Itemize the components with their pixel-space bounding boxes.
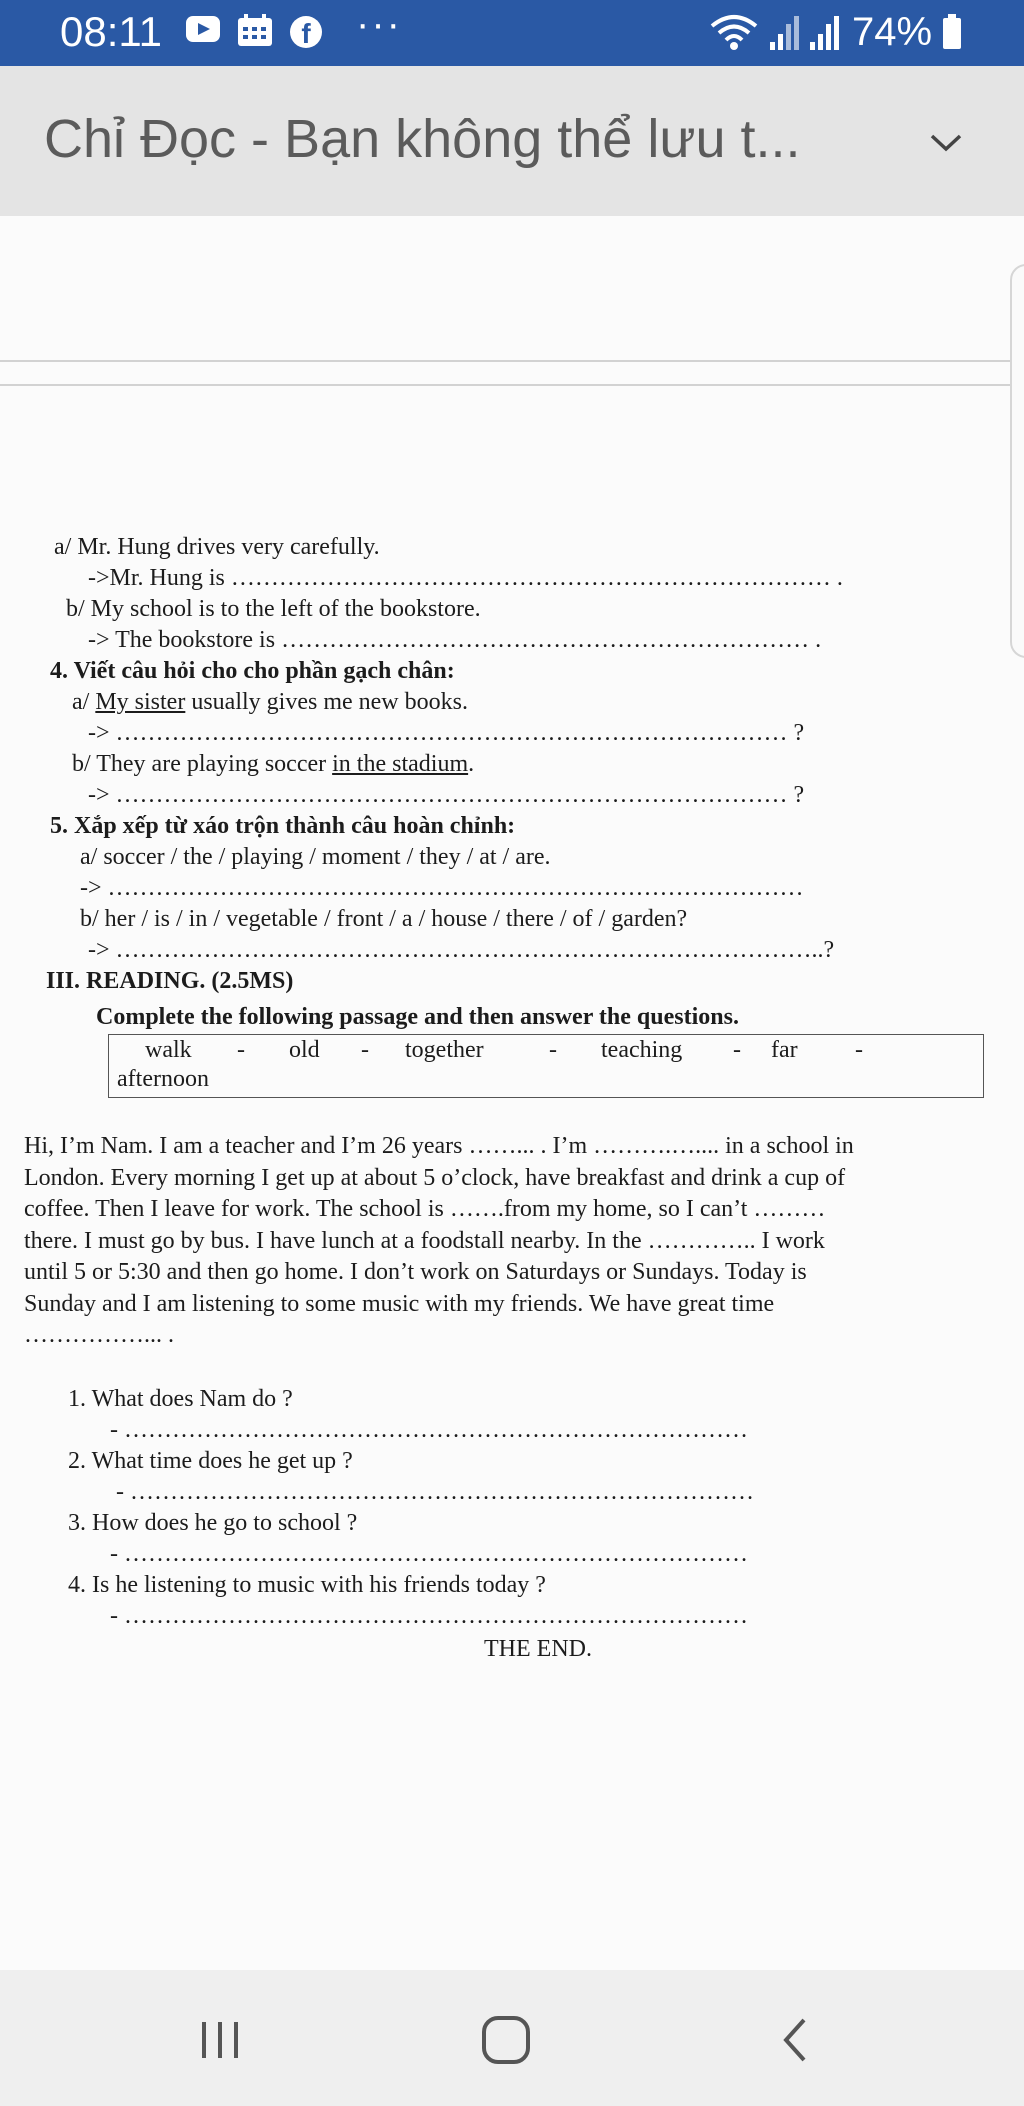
page-divider — [0, 360, 1010, 362]
passage-line: Sunday and I am listening to some music with my friends. We have great time — [24, 1290, 775, 1317]
battery-icon — [942, 14, 962, 50]
doc-line: a/ Mr. Hung drives very carefully. — [54, 534, 380, 560]
doc-line: ->Mr. Hung is ………………………………………………………………… . — [88, 565, 843, 591]
doc-line: b/ her / is / in / vegetable / front / a / house / there / of / garden? — [80, 906, 688, 932]
word-bank-separator: - — [237, 1037, 245, 1063]
passage-line: coffee. Then I leave for work. The school is …….from my home, so I can’t ……… — [24, 1196, 826, 1222]
passage-line: ……………... . — [24, 1322, 174, 1348]
back-icon[interactable] — [766, 2012, 826, 2068]
word-bank-separator: - — [549, 1037, 557, 1063]
answer-line: - …………………………………………………………………… — [110, 1603, 748, 1629]
word-bank-separator: - — [733, 1037, 741, 1063]
word-bank-separator: - — [855, 1037, 863, 1063]
question: 4. Is he listening to music with his friends today ? — [68, 1572, 546, 1598]
status-time: 08:11 — [60, 8, 162, 55]
app-bar — [0, 66, 1024, 216]
doc-line: -> The bookstore is ………………………………………………………… . — [88, 627, 822, 653]
facebook-icon: f — [290, 16, 322, 48]
battery-percent: 74% — [852, 10, 933, 54]
more-notifications-icon: ··· — [356, 2, 402, 46]
doc-line: a/ soccer / the / playing / moment / they / at / are. — [80, 844, 551, 870]
section-heading-4: 4. Viết câu hỏi cho cho phần gạch chân: — [50, 658, 455, 684]
answer-line: -> ……………………………………………………………………………..? — [88, 937, 835, 963]
word-bank — [108, 1034, 984, 1098]
word-bank-item: old — [289, 1037, 320, 1063]
home-icon[interactable] — [476, 2012, 536, 2068]
calendar-icon — [236, 14, 274, 48]
video-notification-icon — [186, 16, 220, 42]
page-divider — [0, 384, 1010, 386]
reading-passage — [24, 1131, 1014, 1352]
word-bank-item: afternoon — [117, 1066, 209, 1092]
answer-line: -> …………………………………………………………………………… — [80, 875, 804, 901]
passage-line: London. Every morning I get up at about 5 o’clock, have breakfast and drink a cup of — [24, 1164, 846, 1191]
word-bank-item: teaching — [601, 1037, 683, 1063]
answer-line: - …………………………………………………………………… — [116, 1479, 754, 1505]
document-title[interactable]: Chỉ Đọc - Bạn không thể lưu t... — [44, 109, 801, 169]
scroll-handle[interactable] — [1010, 264, 1024, 658]
answer-line: -> ………………………………………………………………………… ? — [88, 720, 805, 746]
reading-instruction: Complete the following passage and then answer the questions. — [96, 1004, 739, 1030]
word-bank-item: walk — [145, 1037, 192, 1063]
answer-line: -> ………………………………………………………………………… ? — [88, 782, 805, 808]
word-bank-separator: - — [361, 1037, 369, 1063]
status-bar — [0, 0, 1024, 66]
recent-apps-icon[interactable] — [190, 2012, 250, 2068]
navigation-bar — [0, 1970, 1024, 2106]
signal-icon-2 — [808, 14, 840, 52]
signal-icon — [768, 14, 800, 52]
passage-line: until 5 or 5:30 and then go home. I don’t work on Saturdays or Sundays. Today is — [24, 1259, 807, 1285]
doc-line: b/ They are playing soccer in the stadium. — [72, 751, 475, 777]
word-bank-item: far — [771, 1037, 798, 1063]
answer-line: - …………………………………………………………………… — [110, 1541, 748, 1567]
question: 3. How does he go to school ? — [68, 1510, 358, 1536]
passage-line: there. I must go by bus. I have lunch at a foodstall nearby. In the ………….. I work — [24, 1227, 825, 1254]
section-heading-reading: III. READING. (2.5MS) — [46, 968, 294, 994]
end-label: THE END. — [484, 1636, 592, 1662]
answer-line: - …………………………………………………………………… — [110, 1417, 748, 1443]
chevron-down-icon[interactable] — [926, 128, 966, 156]
doc-line: a/ My sister usually gives me new books. — [72, 689, 468, 715]
word-bank-item: together — [405, 1037, 484, 1063]
doc-line: b/ My school is to the left of the bookstore. — [66, 596, 481, 622]
question: 2. What time does he get up ? — [68, 1448, 353, 1474]
passage-line: Hi, I’m Nam. I am a teacher and I’m 26 years ……... . I’m ……….….... in a school in — [24, 1133, 854, 1159]
section-heading-5: 5. Xắp xếp từ xáo trộn thành câu hoàn chỉnh: — [50, 813, 516, 839]
wifi-icon — [708, 12, 760, 52]
question: 1. What does Nam do ? — [68, 1386, 293, 1412]
